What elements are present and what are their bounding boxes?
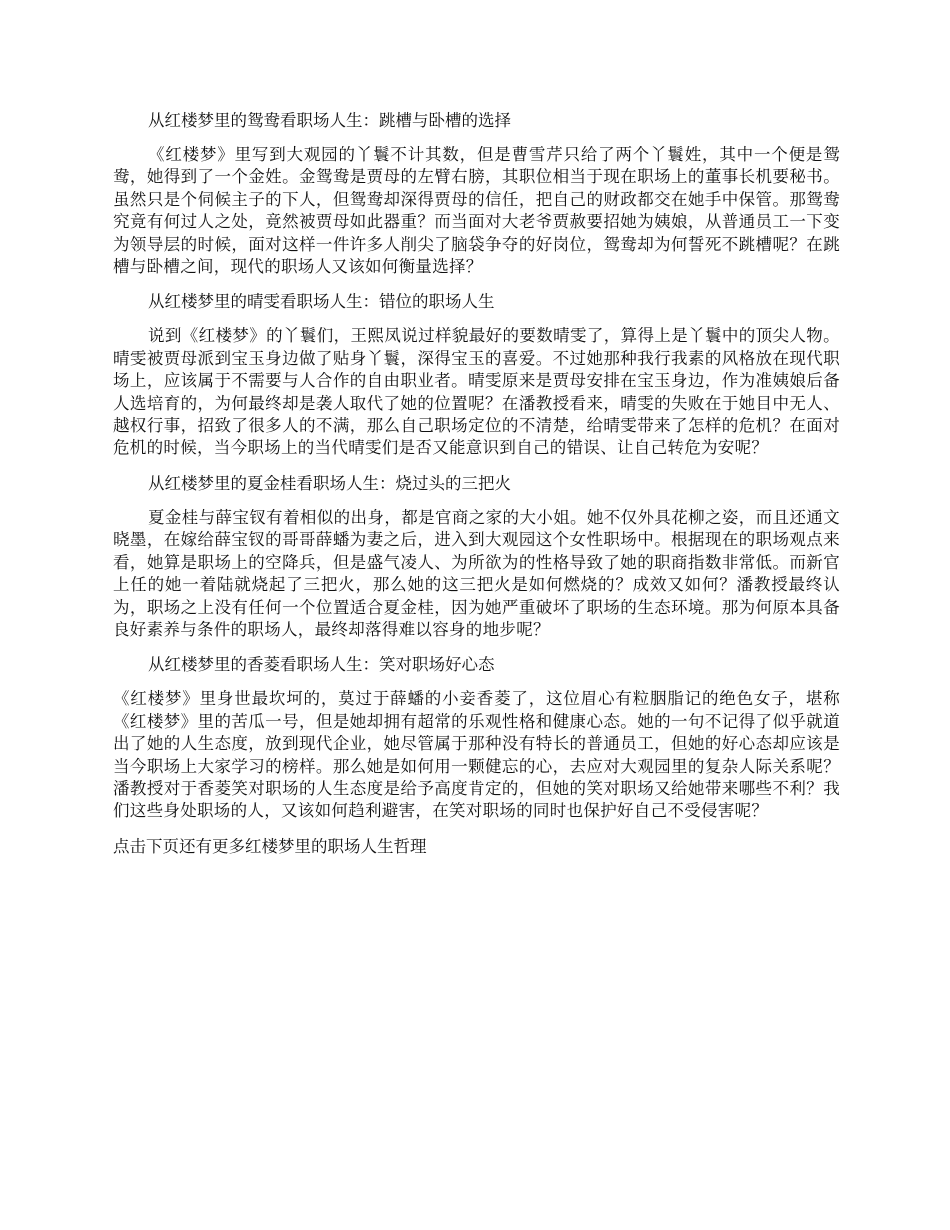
section-body-qingwen: 说到《红楼梦》的丫鬟们，王熙凤说过样貌最好的要数晴雯了，算得上是丫鬟中的顶尖人物。晴雯被贾母派到宝玉身边做了贴身丫鬟，深得宝玉的喜爱。不过她那种我行我素的风格放在现代职场上，应该属于不需要与人合作的自由职业者。晴雯原来是贾母安排在宝玉身边，作为准姨娘后备人选培育的，为何最终却是袭人取代了她的位置呢？在潘教授看来，晴雯的失败在于她目中无人、越权行事，招致了很多人的不满，那么自己职场定位的不清楚，给晴雯带来了怎样的危机？在面对危机的时候，当今职场上的当代晴雯们是否又能意识到自己的错误、让自己转危为安呢？: [113, 326, 840, 458]
section-body-yuanyang: 《红楼梦》里写到大观园的丫鬟不计其数，但是曹雪芹只给了两个丫鬟姓，其中一个便是鸳鸯，她得到了一个金姓。金鸳鸯是贾母的左臂右膀，其职位相当于现在职场上的董事长机要秘书。虽然只是个伺候主子的下人，但鸳鸯却深得贾母的信任，把自己的财政都交在她手中保管。那鸳鸯究竟有何过人之处，竟然被贾母如此器重？而当面对大老爷贾赦要招她为姨娘，从普通员工一下变为领导层的时候，面对这样一件许多人削尖了脑袋争夺的好岗位，鸳鸯却为何誓死不跳槽呢？在跳槽与卧槽之间，现代的职场人又该如何衡量选择？: [113, 145, 840, 277]
next-page-link[interactable]: 点击下页还有更多红楼梦里的职场人生哲理: [113, 836, 427, 856]
section-heading-yuanyang: 从红楼梦里的鸳鸯看职场人生：跳槽与卧槽的选择: [148, 111, 511, 130]
section-heading-qingwen: 从红楼梦里的晴雯看职场人生：错位的职场人生: [148, 292, 495, 312]
section-body-xiajingui: 夏金桂与薛宝钗有着相似的出身，都是官商之家的大小姐。她不仅外具花柳之姿，而且还通文晓墨，在嫁给薛宝钗的哥哥薛蟠为妻之后，进入到大观园这个女性职场中。根据现在的职场观点来看，她算是职场上的空降兵，但是盛气凌人、为所欲为的性格导致了她的职商指数非常低。而新官上任的她一着陆就烧起了三把火，那么她的这三把火是如何燃烧的？成效又如何？潘教授最终认为，职场之上没有任何一个位置适合夏金桂，因为她严重破坏了职场的生态环境。那为何原本具备良好素养与条件的职场人，最终却落得难以容身的地步呢？: [113, 507, 840, 639]
section-heading-xiangling: 从红楼梦里的香菱看职场人生：笑对职场好心态: [148, 655, 495, 675]
article: [113, 108, 840, 859]
section-body-xiangling: 《红楼梦》里身世最坎坷的，莫过于薛蟠的小妾香菱了，这位眉心有粒胭脂记的绝色女子，堪称《红楼梦》里的苦瓜一号，但是她却拥有超常的乐观性格和健康心态。她的一句不记得了似乎就道出了她的人生态度，放到现代企业，她尽管属于那种没有特长的普通员工，但她的好心态却应该是当今职场上大家学习的榜样。那么她是如何用一颗健忘的心，去应对大观园里的复杂人际关系呢？潘教授对于香菱笑对职场的人生态度是给予高度肯定的，但她的笑对职场又给她带来哪些不利？我们这些身处职场的人，又该如何趋利避害，在笑对职场的同时也保护好自己不受侵害呢？: [113, 689, 840, 821]
section-heading-xiajingui: 从红楼梦里的夏金桂看职场人生：烧过头的三把火: [148, 473, 511, 493]
